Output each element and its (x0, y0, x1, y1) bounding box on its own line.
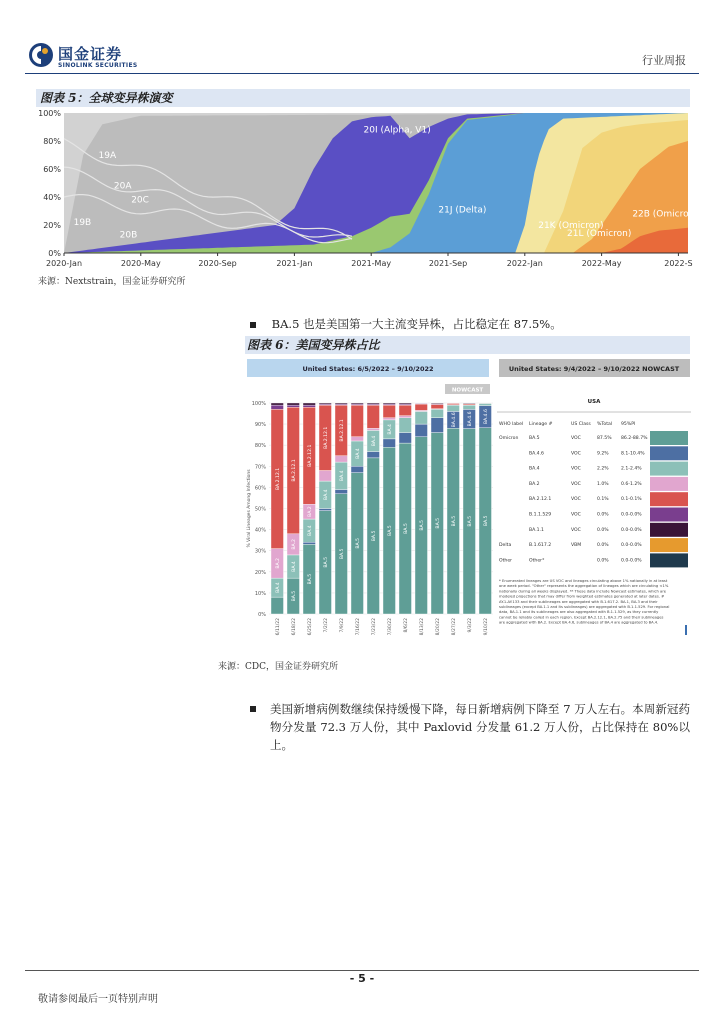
table-total: 9.2% (597, 451, 609, 457)
bar-label: BA.5 (291, 590, 297, 602)
x-tick-label: 2022-May (581, 259, 622, 268)
bar-segment-ba-5 (271, 597, 284, 614)
x-tick-label: 7/23/22 (371, 618, 377, 636)
y-tick-label: 100% (38, 109, 61, 118)
bar-label: BA.5 (419, 520, 425, 531)
bar-segment-ba-1-1 (303, 403, 316, 405)
bar-segment-ba-1-1 (319, 403, 332, 404)
table-total: 0.1% (597, 497, 609, 503)
table-color-swatch (650, 477, 688, 491)
stacked-bar (367, 403, 380, 614)
bar-label: BA.5 (403, 523, 409, 534)
table-pi: 86.2-88.7% (621, 436, 648, 441)
bar-segment-ba-4-6 (383, 439, 396, 447)
table-who-label: Delta (499, 543, 512, 549)
y-tick-label: 0% (258, 612, 266, 618)
stacked-bar (399, 403, 412, 614)
bar-label: BA.5 (467, 515, 473, 527)
bar-label: BA.2.12.1 (323, 426, 329, 449)
bar-label: BA.5 (483, 515, 489, 527)
table-total: 1.0% (597, 481, 609, 487)
figure6-source: 来源：CDC，国金证券研究所 (218, 662, 338, 672)
y-tick-label: 60% (43, 165, 61, 174)
bar-segment-b-1-1-529 (303, 405, 316, 407)
table-total: 2.2% (597, 466, 609, 472)
bar-segment-ba-4-6 (399, 433, 412, 444)
bar-segment-ba-2-12-1 (367, 405, 380, 428)
bar-label: BA.4 (275, 582, 281, 593)
stacked-bar (351, 403, 364, 614)
table-footnote: * Enumerated lineages are US VOC and lineages circulating above 1% nationally in at least one week period. "Other" represents the aggregation of lineages which are circulating <1% nationally during all weeks displayed. ** These data include Nowcast estimates, which are modeled projections that may differ from weighted estimates generated at later dates. # AY.1-AY.133 and their sublineages are aggregated with B.1.617.2. BA.1, BA.3 and their sublineages (except BA.1.1 and its sublineages) are aggregated with B.1.1.529. For regional data, BA.1.1 and its sublineages are also aggregated with B.1.1.529, as they currently cannot be reliably called in each region. Except BA.2.12.1, BA.2.75 and their sublineages are aggregated with BA.2. Except BA.4.6, sublineages of BA.4 are aggregated to BA.4. (499, 579, 670, 625)
bullet-cases (250, 700, 690, 754)
bar-label: BA.5 (387, 525, 393, 536)
table-region: USA (587, 399, 601, 405)
table-color-swatch (650, 523, 688, 537)
bar-segment-ba-4 (479, 403, 492, 405)
y-tick-label: 90% (254, 422, 266, 429)
x-tick-label: 7/30/22 (387, 618, 393, 636)
y-tick-label: 0% (48, 249, 61, 258)
series-label: 20I (Alpha, V1) (363, 125, 431, 136)
bar-segment-ba-2-12-1 (415, 404, 428, 410)
table-pi: 0.0-0.0% (621, 512, 642, 518)
table-total: 0.0% (597, 527, 609, 533)
bar-segment-ba-1-1 (335, 403, 348, 404)
y-tick-label: 30% (254, 548, 266, 555)
right-header-text: United States: 9/4/2022 – 9/10/2022 NOWCAST (508, 365, 680, 373)
table-lineage: BA.2 (529, 481, 540, 487)
x-tick-label: 9/3/22 (467, 618, 473, 633)
series-label: 22B (Omicron) (632, 209, 698, 220)
y-tick-label: 20% (43, 221, 61, 230)
table-lineage: BA.4.6 (529, 451, 544, 457)
table-class: VOC (571, 481, 581, 487)
y-tick-label: 20% (254, 569, 266, 576)
x-tick-label: 9/10/22 (483, 618, 489, 636)
table-color-swatch (650, 431, 688, 445)
table-lineage: BA.1.1 (529, 527, 544, 533)
table-pi: 2.1-2.4% (621, 466, 642, 472)
table-class: VBM (571, 543, 582, 549)
x-tick-label: 6/18/22 (291, 618, 297, 636)
bar-label: BA.4 (323, 489, 329, 501)
bar-segment-ba-1-1 (383, 403, 396, 404)
y-tick-label: 70% (254, 464, 266, 471)
figure6-title: 图表 6：美国变异株占比 (245, 336, 690, 354)
bar-segment-ba-4 (431, 409, 444, 417)
stacked-bar (287, 403, 300, 614)
table-column-header: 95%PI (621, 422, 636, 427)
bar-segment-ba-4-6 (351, 466, 364, 472)
bar-label: BA.5 (451, 515, 457, 527)
x-tick-label: 7/9/22 (339, 618, 345, 633)
table-color-swatch (650, 462, 688, 476)
bar-segment-ba-2-12-1 (399, 405, 412, 416)
bar-label: BA.4 (371, 435, 377, 447)
x-tick-label: 6/11/22 (275, 618, 281, 636)
series-label: 20B (119, 230, 138, 241)
table-class: VOC (571, 451, 581, 457)
stacked-bar (463, 403, 476, 614)
bullet-ba5 (250, 315, 562, 333)
table-color-swatch (650, 553, 688, 567)
table-color-swatch (650, 492, 688, 506)
y-tick-label: 50% (254, 506, 266, 513)
brand-logo-icon (28, 42, 54, 68)
table-total: 0.0% (597, 543, 609, 549)
table-column-header: Lineage # (529, 422, 553, 427)
series-label: 19B (73, 218, 92, 228)
table-pi: 0.0-0.0% (621, 527, 642, 533)
table-lineage: BA.5 (529, 436, 540, 441)
footer-divider (25, 970, 699, 971)
bar-segment-ba-4-6 (335, 490, 348, 494)
bar-label: BA.4.6 (467, 411, 473, 427)
bar-label: BA.2 (291, 539, 297, 550)
bar-label: BA.4 (307, 525, 313, 536)
bar-label: BA.5 (307, 573, 313, 585)
bar-label: BA.4 (387, 424, 393, 435)
y-tick-label: 60% (254, 485, 266, 492)
bar-label: BA.2.12.1 (307, 444, 313, 467)
x-tick-label: 8/13/22 (419, 618, 425, 636)
table-class: VOC (571, 512, 581, 518)
bar-label: BA.2 (275, 558, 281, 569)
x-tick-label: 2021-May (351, 259, 392, 268)
series-label: 19A (98, 150, 117, 161)
series-label: 21J (Delta) (438, 205, 487, 216)
table-lineage: B.1.1.529 (529, 512, 552, 518)
table-class: VOC (571, 527, 581, 533)
bar-segment-ba-4 (447, 405, 460, 411)
bullet-ba5-text: BA.5 也是美国第一大主流变异株，占比稳定在 87.5%。 (271, 317, 562, 331)
series-label: 20C (131, 195, 149, 206)
table-lineage: BA.2.12.1 (529, 497, 552, 503)
bar-segment-ba-1-1 (351, 403, 364, 404)
table-pi: 0.0-0.0% (621, 558, 642, 564)
series-label: 21L (Omicron) (567, 229, 632, 240)
y-tick-label: 40% (43, 193, 61, 202)
stacked-bar (447, 403, 460, 614)
bar-label: BA.2.12.1 (275, 467, 281, 491)
table-pi: 0.1-0.1% (621, 497, 642, 503)
bullet-cases-text: 美国新增病例数继续保持缓慢下降，每日新增病例下降至 7 万人左右。本周新冠药物分发量 72.3 万人份，其中 Paxlovid 分发量 61.2 万人份，占比保持在 80%以上。 (270, 702, 690, 752)
series-label: 20A (113, 181, 132, 192)
bar-segment-ba-4-6 (319, 509, 332, 511)
table-color-swatch (650, 446, 688, 460)
bar-segment-ba-4 (463, 405, 476, 409)
table-total: 0.0% (597, 558, 609, 564)
bar-segment-ba-1-1 (271, 403, 284, 405)
table-lineage: BA.4 (529, 466, 540, 472)
bar-label: BA.2 (307, 506, 313, 517)
bar-segment-b-1-1-529 (287, 405, 300, 407)
y-tick-label: 40% (254, 527, 266, 534)
bar-segment-ba-2 (335, 456, 348, 462)
report-type: 行业周报 (642, 54, 686, 67)
bar-segment-ba-4-6 (367, 452, 380, 458)
table-total: 87.5% (597, 436, 612, 441)
stacked-bar (431, 403, 444, 614)
table-lineage: Other* (529, 558, 545, 564)
x-tick-label: 2021-Jan (276, 259, 313, 268)
x-tick-label: 2020-Jan (45, 259, 83, 268)
figure5-title: 图表 5：全球变异株演变 (36, 89, 690, 107)
bar-label: BA.4.6 (483, 409, 489, 425)
bar-segment-ba-4 (415, 411, 428, 424)
table-pi: 8.1-10.4% (621, 451, 645, 457)
bar-label: BA.2.12.1 (291, 459, 297, 482)
table-total: 0.0% (597, 512, 609, 518)
scroll-indicator (685, 625, 687, 635)
bar-label: BA.5 (371, 530, 377, 542)
bar-segment-ba-4-6 (415, 424, 428, 437)
header-divider (25, 73, 699, 74)
y-tick-label: 100% (251, 401, 266, 407)
bar-label: BA.2.12.1 (339, 419, 345, 442)
table-who-label: Other (499, 558, 513, 564)
table-class: VOC (571, 436, 581, 441)
bar-label: BA.4 (355, 448, 361, 459)
table-lineage: B.1.617.2 (529, 543, 552, 549)
bar-segment-ba-4-6 (303, 542, 316, 544)
x-tick-label: 7/2/22 (323, 618, 329, 633)
figure6-chart (245, 357, 693, 655)
bar-segment-b-1-1-529 (271, 405, 284, 409)
table-column-header: %Total (597, 422, 613, 427)
bar-segment-ba-1-1 (399, 403, 412, 404)
x-tick-label: 2020-May (120, 259, 161, 268)
bullet-square-icon (250, 706, 256, 712)
x-tick-label: 6/25/22 (307, 618, 313, 636)
table-pi: 0.0-0.0% (621, 543, 642, 549)
bullet-square-icon (250, 322, 256, 328)
y-axis-label: % Viral Lineages Among Infections (247, 469, 252, 548)
table-pi: 0.6-1.2% (621, 481, 642, 487)
bar-label: BA.4.6 (451, 412, 457, 428)
bar-segment-ba-2-12-1 (351, 405, 364, 437)
bar-label: BA.5 (323, 557, 329, 568)
bar-segment-ba-4 (399, 418, 412, 433)
stacked-bar (479, 403, 492, 614)
left-header-text: United States: 6/5/2022 – 9/10/2022 (302, 365, 434, 373)
bar-segment-ba-2 (351, 437, 364, 441)
x-tick-label: 8/27/22 (451, 618, 457, 636)
bar-segment-ba-1-1 (431, 403, 444, 404)
footer-disclaimer: 敬请参阅最后一页特别声明 (38, 994, 158, 1005)
bar-segment-ba-2-12-1 (431, 404, 444, 408)
x-tick-label: 7/16/22 (355, 618, 361, 636)
x-tick-label: 8/6/22 (403, 618, 409, 633)
bar-segment-ba-2 (399, 416, 412, 418)
brand-name-cn: 国金证券 (58, 45, 123, 63)
bar-label: BA.5 (355, 538, 361, 549)
bar-label: BA.5 (435, 517, 441, 529)
bar-label: BA.4 (291, 561, 297, 572)
stacked-bar (415, 403, 428, 614)
x-tick-label: 2022-S (664, 259, 693, 268)
brand-name-en: SINOLINK SECURITIES (58, 62, 138, 69)
x-tick-label: 2020-Sep (198, 259, 237, 268)
series-label: 21K (Omicron) (538, 220, 604, 231)
figure5-chart (36, 109, 698, 273)
bar-segment-ba-2 (383, 418, 396, 420)
table-column-header: WHO label (499, 422, 524, 427)
y-tick-label: 10% (254, 590, 266, 597)
bar-segment-ba-1-1 (367, 403, 380, 404)
table-color-swatch (650, 508, 688, 522)
x-tick-label: 2021-Sep (428, 259, 468, 268)
bar-segment-ba-2-12-1 (383, 405, 396, 418)
table-class: VOC (571, 497, 581, 503)
bar-segment-ba-1-1 (287, 403, 300, 405)
y-tick-label: 80% (254, 443, 266, 450)
bar-segment-ba-2 (367, 428, 380, 430)
bar-segment-ba-1-1 (463, 403, 476, 404)
nowcast-tag-label: NOWCAST (451, 387, 484, 394)
y-tick-label: 80% (43, 137, 61, 146)
bar-label: BA.5 (339, 548, 345, 560)
bar-segment-ba-4-6 (431, 418, 444, 433)
table-class: VOC (571, 466, 581, 472)
x-tick-label: 2022-Jan (506, 259, 543, 268)
figure5-source: 来源：Nextstrain，国金证券研究所 (38, 277, 186, 287)
x-tick-label: 8/20/22 (435, 618, 441, 636)
table-color-swatch (650, 538, 688, 552)
table-column-header: US Class (571, 422, 591, 427)
page-number: - 5 - (349, 972, 375, 985)
table-who-label: Omicron (499, 436, 519, 441)
bar-segment-ba-2 (319, 471, 332, 482)
bar-label: BA.4 (339, 470, 345, 482)
